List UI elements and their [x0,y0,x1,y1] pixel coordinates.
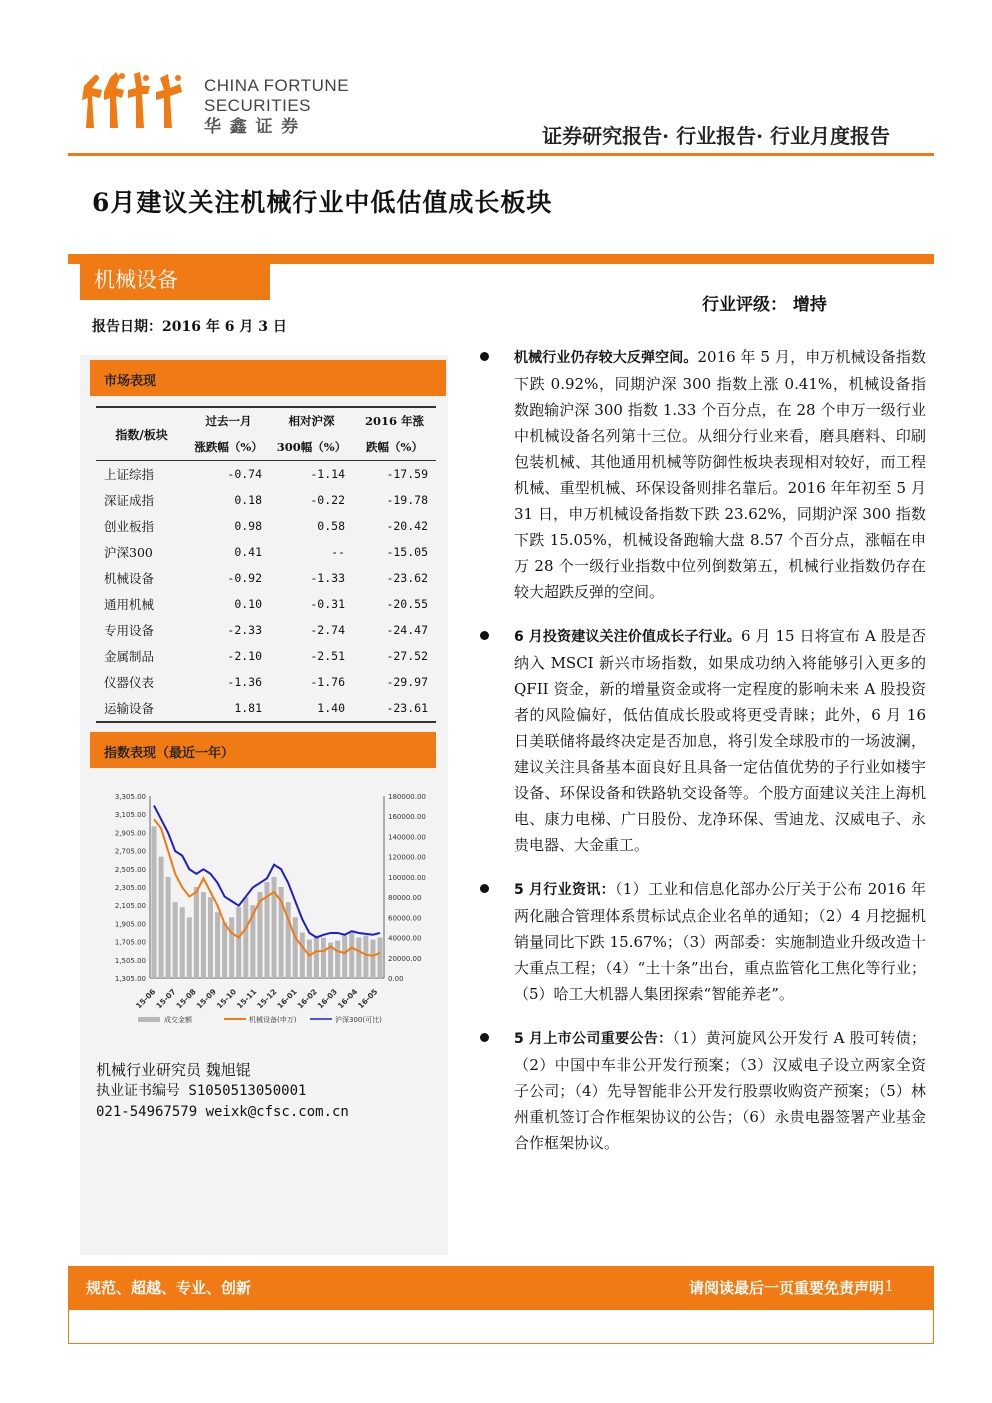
x-tick-label: 16-01 [275,987,299,1011]
table-cell-value: -20.55 [386,597,428,611]
footer-bar [68,1266,934,1310]
volume-bar [166,877,171,978]
table-cell-value: -2.33 [227,623,263,637]
index-chart [96,786,436,1036]
x-tick-label: 15-10 [214,987,239,1011]
y-left-tick-label: 3,105.00 [114,811,146,820]
y-right-tick-label: 80000.00 [388,894,422,903]
table-cell-name: 专用设备 [104,623,155,638]
table-cell-value: -23.62 [386,571,428,585]
x-tick-label: 15-07 [154,987,178,1011]
table-cell-value: 0.58 [317,519,345,533]
y-right-tick-label: 20000.00 [388,954,422,963]
brand-name-cn: 华 鑫 证 券 [204,117,301,136]
volume-bar [222,922,227,978]
table-cell-value: -27.52 [386,649,428,663]
table-row [96,591,436,617]
x-tick-label: 15-06 [134,987,158,1011]
market-band-label: 市场表现 [104,374,157,389]
brand-name [204,76,349,138]
bullet-dot-icon [480,352,489,361]
legend-machinery-label: 机械设备(申万) [249,1016,297,1024]
table-row [96,461,436,488]
table-cell-value: -0.92 [227,571,263,585]
table-row [96,513,436,539]
volume-bar [159,857,164,978]
summary-bullets [478,344,926,1174]
table-row [96,695,436,722]
volume-bar [187,917,192,978]
bullet-text: 6 月 15 日将宣布 A 股是否纳入 MSCI 新兴市场指数，如果成功纳入将能够引入更多的 QFII 资金，新的增量资金或将一定程度的影响未来 A 股投资者的风险偏好，低估值成长股或将更受青睐；此外，6 月 16 日美联储将最终决定是否加息，将引发全球股市的一场波澜，建议关注具备基本面良好且具备一定估值优势的子行业如楼宇设备、环保设备和铁路轨交设备等。个股方面建议关注上海机电、康力电梯、广日股份、龙净环保、雪迪龙、汉威电子、永贵电器、大金重工。 [514,627,926,854]
volume-bar [229,917,234,978]
analyst-contact: 021-54967579 weixk@cfsc.com.cn [96,1104,349,1120]
table-header-relative: 相对沪深 300幅（%） [276,414,347,454]
x-tick-label: 16-05 [356,987,380,1011]
y-right-tick-label: 60000.00 [388,914,422,923]
table-cell-name: 上证综指 [104,467,155,482]
industry-rating: 行业评级： 增持 [702,295,827,315]
market-band [90,360,446,396]
table-cell-value: -2.51 [310,649,345,663]
index-band [90,732,436,768]
y-right-tick-label: 0.00 [388,975,404,983]
table-cell-value: -19.78 [386,493,428,507]
brand-name-line1: CHINA FORTUNE [204,76,350,95]
table-cell-value: 0.18 [234,493,263,507]
table-cell-value: -2.74 [310,623,345,637]
table-cell-value: -- [331,545,345,559]
bullet-dot-icon [480,631,489,640]
table-cell-name: 通用机械 [104,597,155,612]
company-logo [80,68,190,140]
table-row [96,565,436,591]
x-tick-label: 15-12 [255,987,279,1011]
table-cell-value: -1.36 [227,675,263,689]
bullet-text: 2016 年 5 月，申万机械设备指数下跌 0.92%，同期沪深 300 指数上涨 0.41%，机械设备指数跑输沪深 300 指数 1.33 个百分点，在 28 个申万一级行业中机械设备名列第十三位。从细分行业来看，磨具磨料、印刷包装机械、其他通用机械等防御性板块表现相对较好，而工程机械、重型机械、环保设备则排名靠后。2016 年年初至 5 月 31 日，申万机械设备指数下跌 23.62%，同期沪深 300 指数下跌 15.05%，机械设备跑输大盘 8.57 个百分点，涨幅在申万 28 个一级行业指数中位列倒数第五，机械行业指数仍存在较大超跌反弹的空间。 [514,348,926,601]
brand-name-line2: SECURITIES [204,96,312,115]
volume-bar [208,897,213,978]
y-right-tick-label: 120000.00 [388,853,426,862]
x-tick-label: 16-03 [315,987,340,1011]
x-tick-label: 16-02 [295,987,319,1011]
table-row [96,487,436,513]
sector-label: 机械设备 [94,268,178,292]
page-number: 1 [884,1277,894,1295]
page-title: 6月建议关注机械行业中低估值成长板块 [92,188,553,217]
table-cell-name: 机械设备 [104,571,155,586]
x-tick-label: 16-04 [335,987,360,1011]
table-cell-name: 运输设备 [104,701,155,716]
analyst-name: 机械行业研究员 魏旭锟 [96,1061,251,1079]
table-cell-name: 沪深300 [104,545,153,560]
y-left-tick-label: 2,105.00 [114,902,146,911]
report-type: 证券研究报告· 行业报告· 行业月度报告 [542,124,890,148]
bullet-item [478,623,926,858]
bullet-lead: 5 月上市公司重要公告： [514,1031,673,1047]
table-cell-value: -1.76 [310,675,345,689]
table-cell-value: -24.47 [386,623,428,637]
analyst-license: 执业证书编号 S1050513050001 [96,1083,307,1099]
index-band-label: 指数表现（最近一年） [104,746,235,761]
volume-bar [314,936,319,978]
table-row [96,669,436,695]
table-row [96,643,436,669]
y-left-tick-label: 2,505.00 [114,865,146,874]
y-left-tick-label: 2,905.00 [114,829,146,838]
volume-bar [293,917,298,978]
volume-bar [307,940,312,978]
volume-bar [236,907,241,978]
x-tick-label: 15-11 [234,987,259,1011]
table-cell-value: 0.10 [234,597,263,611]
table-cell-value: -0.22 [310,493,345,507]
table-cell-name: 金属制品 [104,649,155,664]
volume-bar [194,887,199,978]
volume-bar [335,941,340,978]
bullet-dot-icon [480,884,489,893]
bullet-text: （1）黄河旋风公开发行 A 股可转债；（2）中国中车非公开发行预案；（3）汉威电子设立两家全资子公司；（4）先导智能非公开发行股票收购资产预案；（5）林州重机签订合作框架协议的公告；（6）永贵电器签署产业基金合作框架协议。 [514,1029,926,1152]
table-cell-value: -20.42 [386,519,428,533]
table-cell-value: -23.61 [386,701,428,715]
volume-bar [356,938,361,978]
report-date: 报告日期：2016 年 6 月 3 日 [92,319,287,335]
y-left-tick-label: 1,705.00 [114,938,146,947]
y-left-tick-label: 3,305.00 [114,793,146,801]
bullet-item [478,876,926,1007]
market-table [96,406,436,723]
volume-bar [243,897,248,978]
volume-bar [180,907,185,978]
table-cell-value: -1.33 [310,571,345,585]
bullet-item [478,1025,926,1156]
table-row [96,617,436,643]
table-cell-value: -17.59 [386,467,428,481]
bullet-text: （1）工业和信息化部办公厅关于公布 2016 年两化融合管理体系贯标试点企业名单的通知；（2）4 月挖掘机销量同比下跌 15.67%；（3）两部委：实施制造业升级改造十大重点工程；（4）“土十条”出台，重点监管化工焦化等行业；（5）哈工大机器人集团探索“智能养老”。 [514,880,926,1003]
table-cell-value: -2.10 [227,649,263,663]
y-right-tick-label: 140000.00 [388,833,426,842]
table-cell-name: 创业板指 [104,519,155,534]
table-header-month: 过去一月 涨跌幅（%） [194,414,263,454]
y-left-tick-label: 2,705.00 [114,847,146,856]
table-cell-name: 深证成指 [104,493,155,508]
volume-bar [378,938,383,978]
legend-volume-label: 成交金额 [164,1016,192,1024]
bullet-lead: 机械行业仍存较大反弹空间。 [514,350,698,366]
y-right-tick-label: 180000.00 [388,793,426,801]
table-cell-value: -0.31 [310,597,345,611]
table-cell-value: 0.41 [234,545,263,559]
table-cell-value: 0.98 [234,519,263,533]
bullet-dot-icon [480,1033,489,1042]
y-left-tick-label: 2,305.00 [114,884,146,892]
table-cell-value: 1.81 [234,701,263,715]
legend-volume-swatch [138,1017,160,1022]
bullet-lead: 5 月行业资讯： [514,882,615,898]
footer-motto: 规范、超越、专业、创新 [86,1279,252,1297]
y-right-tick-label: 160000.00 [388,813,426,822]
y-right-tick-label: 40000.00 [388,934,422,943]
x-tick-label: 15-09 [194,987,218,1011]
x-tick-label: 15-08 [174,987,198,1011]
analyst-info [96,1060,349,1123]
bullet-item [478,344,926,605]
table-row [96,539,436,565]
volume-bar [349,933,354,979]
table-cell-value: -15.05 [386,545,428,559]
bullet-lead: 6 月投资建议关注价值成长子行业。 [514,629,741,645]
footer-disclaimer[interactable]: 请阅读最后一页重要免责声明 [688,1279,884,1297]
table-cell-value: -0.74 [227,467,263,481]
volume-bar [370,940,375,978]
legend-hs300-label: 沪深300(可比) [335,1016,382,1024]
y-right-tick-label: 100000.00 [388,873,426,882]
header-divider [68,153,934,156]
table-cell-value: 1.40 [317,701,345,715]
volume-bar [300,933,305,979]
y-left-tick-label: 1,305.00 [114,975,146,983]
table-header-index: 指数/板块 [115,427,168,442]
y-left-tick-label: 1,505.00 [114,956,146,965]
volume-bar [363,936,368,978]
table-cell-name: 仪器仪表 [104,675,155,690]
volume-bar [173,902,178,978]
volume-bar [201,892,206,978]
table-cell-value: -29.97 [386,675,428,689]
volume-bar [342,936,347,978]
volume-bar [321,938,326,978]
volume-bar [215,912,220,978]
table-cell-value: -1.14 [310,467,345,481]
table-header-ytd: 2016 年涨 跌幅（%） [364,414,424,454]
y-left-tick-label: 1,905.00 [114,920,146,929]
volume-bar [152,826,157,978]
